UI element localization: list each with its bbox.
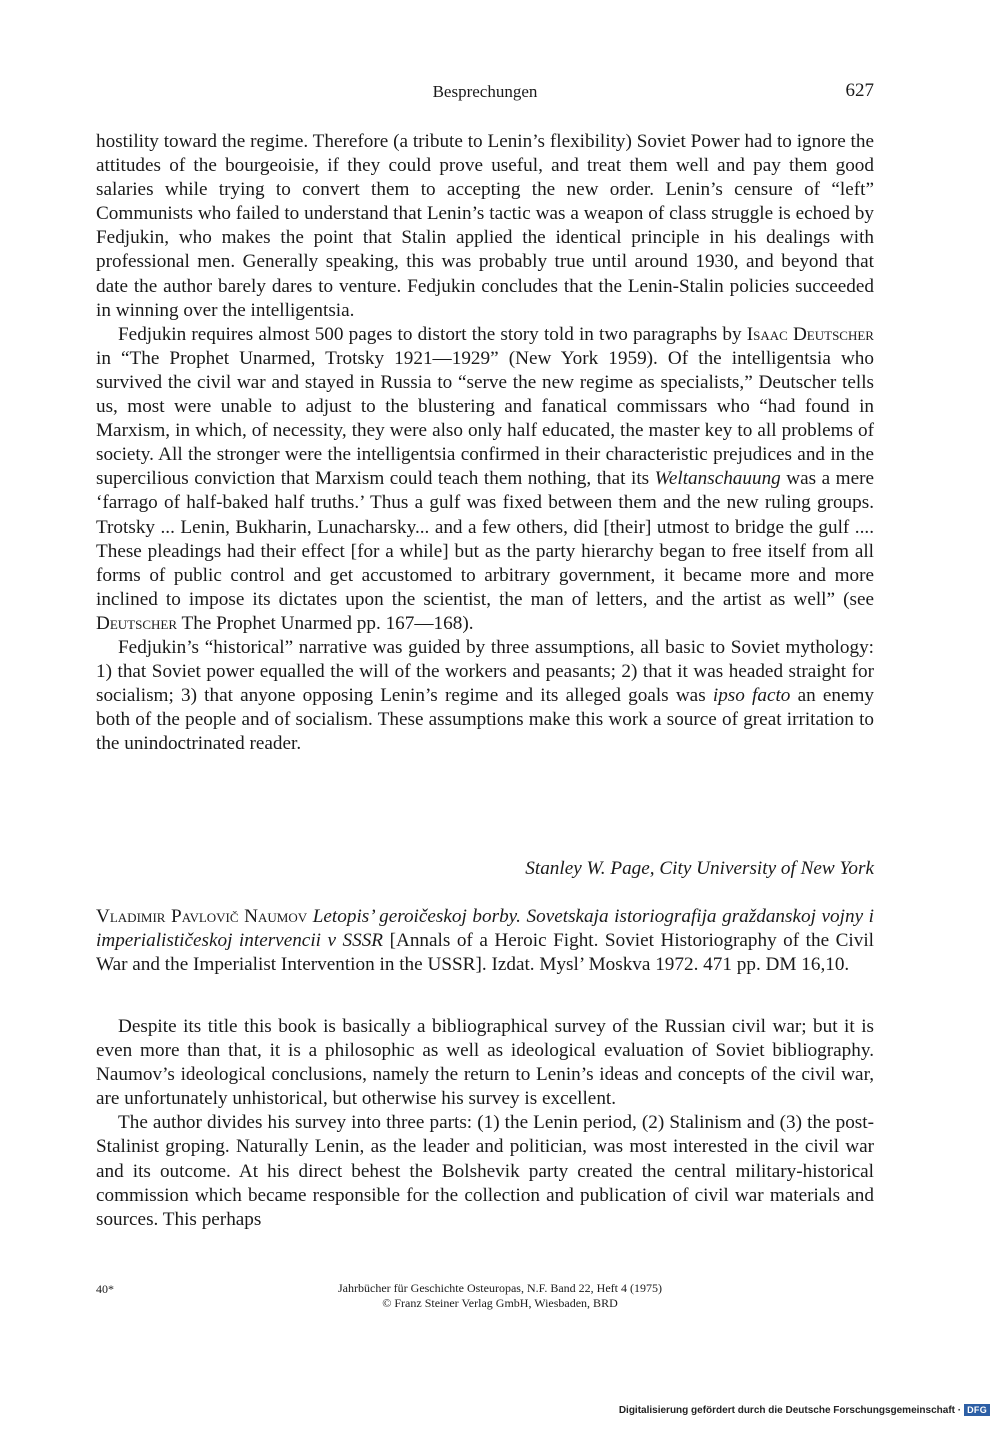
review-2-paragraph-1: Despite its title this book is basically a bibliographical survey of the Russian civil war; but it is even more than that, it is a philosophic as well as ideological evaluation of Soviet bibliography. Naumov’s ideological conclusions, namely the return to Lenin’s ideas and concepts of the civil war, are unfortunately unhistorical, but otherwise his survey is excellent. xyxy=(96,1016,874,1110)
review-2-body xyxy=(96,1015,874,1232)
paragraph-text: The Prophet Unarmed pp. 167—168). xyxy=(181,612,474,634)
publisher-line: © Franz Steiner Verlag GmbH, Wiesbaden, BRD xyxy=(382,1296,618,1310)
review-1-paragraph-1: hostility toward the regime. Therefore (a tribute to Lenin’s flexibility) Soviet Power had to ignore the attitudes of the bourgeoisie, if they could prove useful, and treat them well and pay them good salaries while trying to convert them to accepting the new order. Lenin’s censure of “left” Communists who failed to understand that Lenin’s tactic was a weapon of class struggle is echoed by Fedjukin, who makes the point that Stalin applied the identical principle in his dealings with professional men. Generally speaking, this was probably true until around 1930, and beyond that date the author barely dares to venture. Fedjukin concludes that the Lenin-Stalin policies succeeded in winning over the intelligentsia. xyxy=(96,131,874,321)
dfg-text: Digitalisierung gefördert durch die Deutsche Forschungsgemeinschaft · xyxy=(618,1404,962,1416)
dfg-logo-icon: DFG xyxy=(964,1404,990,1416)
review-2-paragraph-2: The author divides his survey into three parts: (1) the Lenin period, (2) Stalinism and (3) the post-Stalinist groping. Naturally Lenin, as the leader and politician, was most interested in the civil war and its outcome. At his direct behest the Bolshevik party created the central military-historical commission which became responsible for the collection and publication of civil war materials and sources. This perhaps xyxy=(96,1112,874,1230)
page-number: 627 xyxy=(845,80,874,101)
citation-text xyxy=(96,905,874,977)
review-1-body xyxy=(96,130,874,756)
page-header xyxy=(96,80,874,106)
cited-author: Isaac Deutscher xyxy=(746,323,874,345)
running-title: Besprechungen xyxy=(432,82,538,101)
review-1-paragraph-3 xyxy=(96,636,874,756)
paragraph-text: an enemy both of the people and of socialism. These assumptions make this work a source of great irritation to the unindoctrinated reader. xyxy=(96,685,875,755)
italic-term: ipso facto xyxy=(712,685,791,707)
cited-author: Deutscher xyxy=(96,612,178,634)
reviewer-signature: Stanley W. Page, City University of New York xyxy=(525,858,874,879)
paragraph-text: Fedjukin requires almost 500 pages to distort the story told in two paragraphs by xyxy=(118,323,742,345)
dfg-funding-note xyxy=(619,1404,990,1416)
review-1-paragraph-2 xyxy=(96,323,874,636)
sheet-signature-mark: 40* xyxy=(96,1282,114,1296)
paragraph-text: was a mere ‘farrago of half-baked half truths.’ Thus a gulf was fixed between them and the new ruling groups. Trotsky ... Lenin, Bukharin, Lunacharsky... and a few others, did [their] utmost to bridge the gulf .... These pleadings had their effect [for a while] but as the party hierarchy began to free itself from all forms of public control and get accustomed to arbitrary government, it became more and more inclined to impose its dictates upon the scientist, the man of letters, and the artist as well” (see xyxy=(96,468,875,610)
book-title: Letopis’ geroičeskoj borby. Sovetskaja istoriografija graždanskoj vojny i imperialističeskoj intervencii v SSSR xyxy=(96,906,875,952)
book-details: [Annals of a Heroic Fight. Soviet Historiography of the Civil War and the Imperialist Intervention in the USSR]. Izdat. Mysl’ Moskva 1972. 471 pp. DM 16,10. xyxy=(96,930,875,976)
italic-term: Weltanschauung xyxy=(654,468,781,490)
book-author: Vladimir Pavlovič Naumov xyxy=(96,906,308,927)
journal-line: Jahrbücher für Geschichte Osteuropas, N.F. Band 22, Heft 4 (1975) xyxy=(338,1281,662,1295)
review-2-citation xyxy=(96,905,874,977)
paragraph-text: Fedjukin’s “historical” narrative was guided by three assumptions, all basic to Soviet mythology: 1) that Soviet power equalled the will of the workers and peasants; 2) that it was headed straight for socialism; 3) that anyone opposing Lenin’s regime and its alleged goals was xyxy=(96,636,874,707)
journal-footer xyxy=(0,1281,1000,1311)
paragraph-text: in “The Prophet Unarmed, Trotsky 1921—1929” (New York 1959). Of the intelligentsia who survived the civil war and stayed in Russia to “serve the new regime as specialists,” Deutscher tells us, most were unable to adjust to the blustering and fanatical commissars who “had found in Marxism, in which, of necessity, they were also only half educated, the master key to all problems of society. All the stronger were the intelligentsia confirmed in their characteristic prejudices and in the supercilious conviction that Marxism could teach them nothing, that its xyxy=(96,347,874,490)
